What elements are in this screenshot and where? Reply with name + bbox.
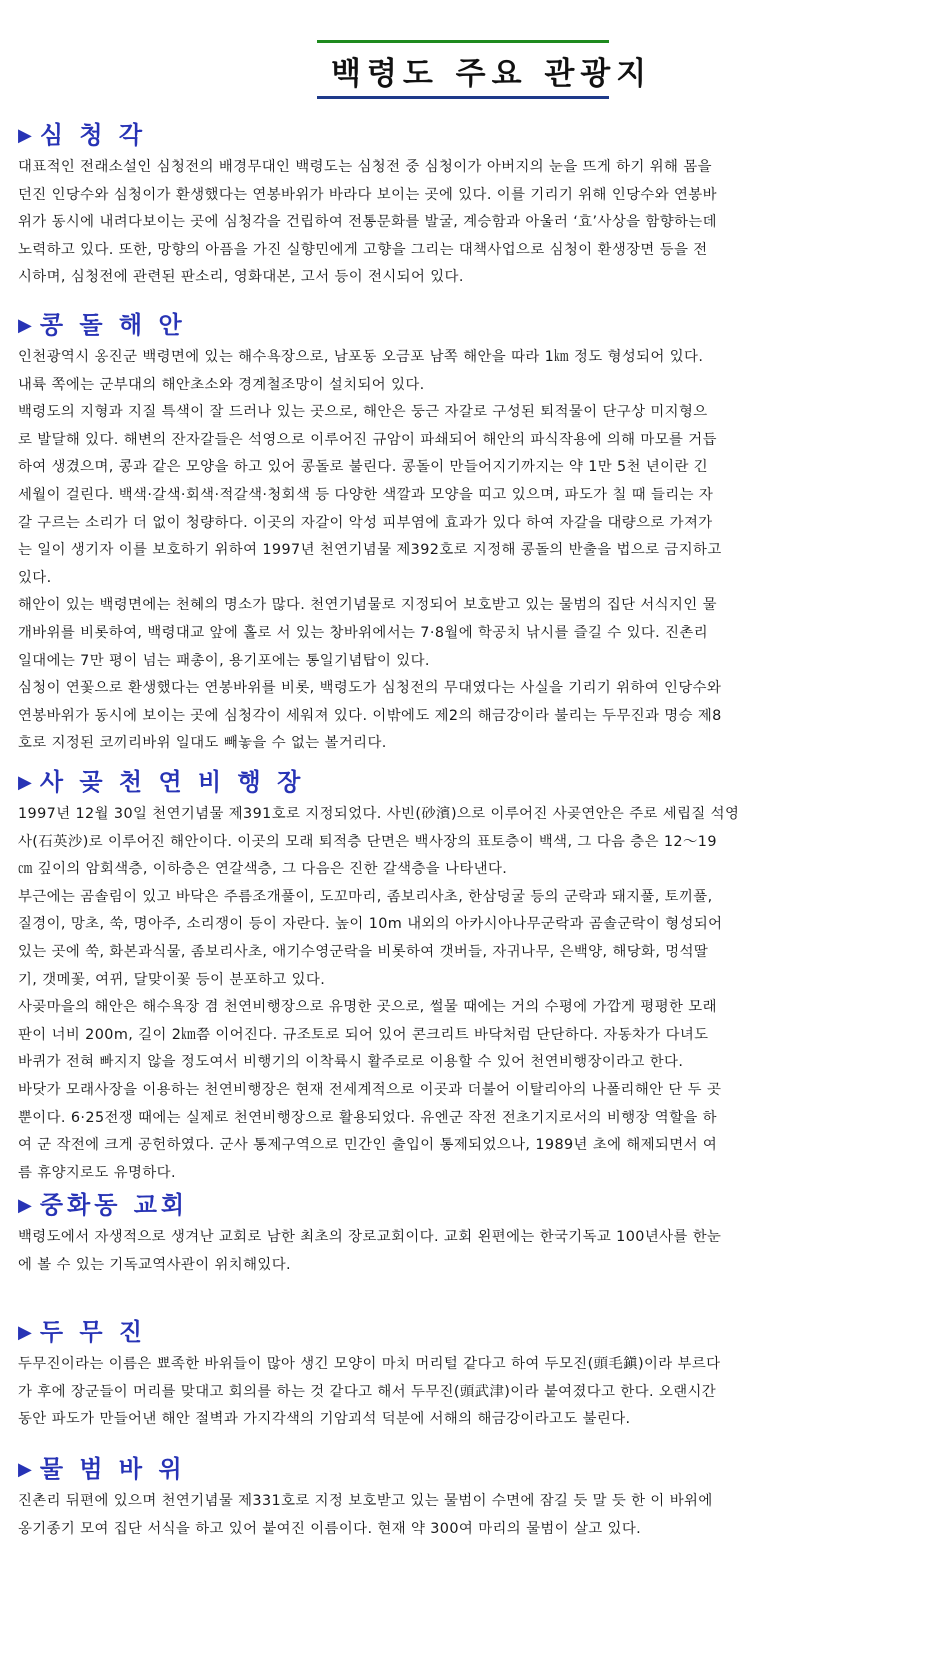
section-kongdol-beach [18, 308, 906, 758]
body-line: 백령도에서 자생적으로 생겨난 교회로 남한 최초의 장로교회이다. 교회 왼편에는 한국기독교 100년사를 한눈 [18, 1229, 722, 1245]
body-line: 갈 구르는 소리가 더 없이 청량하다. 이곳의 자갈이 악성 피부염에 효과가 있다 하여 자갈을 대량으로 가져가 [18, 514, 713, 531]
section-sagot-airfield [18, 765, 906, 1187]
section-heading-text: 콩 돌 해 안 [39, 311, 186, 339]
body-line: 부근에는 곰솔림이 있고 바닥은 주름조개풀이, 도꼬마리, 좀보리사초, 한삼덩굴 등의 군락과 돼지풀, 토끼풀, [18, 888, 713, 905]
body-line: 여 군 작전에 크게 공헌하였다. 군사 통제구역으로 민간인 출입이 통제되었으나, 1989년 초에 해제되면서 여 [18, 1137, 718, 1154]
section-body [18, 1488, 906, 1543]
page-title: 백령도 주요 관광지 [331, 56, 653, 92]
body-line: 바닷가 모래사장을 이용하는 천연비행장은 현재 전세계적으로 이곳과 더불어 이탈리아의 나폴리해안 단 두 곳 [18, 1081, 722, 1098]
body-line: 옹기종기 모여 집단 서식을 하고 있어 붙여진 이름이다. 현재 약 300여 마리의 물범이 살고 있다. [18, 1520, 642, 1537]
section-heading [18, 765, 906, 799]
section-junghwadong-church [18, 1188, 906, 1279]
section-mulbeom-rock [18, 1452, 906, 1543]
triangle-bullet-icon: ▶ [18, 1322, 32, 1343]
body-line: 판이 너비 200m, 길이 2㎞쯤 이어진다. 규조토로 되어 있어 콘크리트 바닥처럼 단단하다. 자동차가 다녀도 [18, 1026, 709, 1043]
section-heading [18, 308, 906, 342]
section-body [18, 801, 906, 1187]
body-line: 인천광역시 옹진군 백령면에 있는 해수욕장으로, 남포동 오금포 남쪽 해안을 따라 1㎞ 정도 형성되어 있다. [18, 349, 704, 365]
body-line: 진촌리 뒤편에 있으며 천연기념물 제331호로 지정 보호받고 있는 물범이 수면에 잠길 듯 말 듯 한 이 바위에 [18, 1493, 713, 1509]
section-body [18, 1224, 906, 1279]
body-line: 뿐이다. 6·25전쟁 때에는 실제로 천연비행장으로 활용되었다. 유엔군 작전 전초기지로서의 비행장 역할을 하 [18, 1109, 717, 1126]
section-heading-text: 물 범 바 위 [39, 1455, 186, 1483]
body-line: 1997년 12월 30일 천연기념물 제391호로 지정되었다. 사빈(砂濱)으로 이루어진 사곶연안은 주로 세립질 석영 [18, 806, 740, 822]
section-heading-text: 사 곶 천 연 비 행 장 [39, 768, 305, 796]
section-heading-text: 심 청 각 [39, 121, 147, 149]
body-line: 일대에는 7만 평이 넘는 패총이, 용기포에는 통일기념탑이 있다. [18, 652, 430, 669]
body-line: 던진 인당수와 심청이가 환생했다는 연봉바위가 바라다 보이는 곳에 있다. 이를 기리기 위해 인당수와 연봉바 [18, 186, 717, 203]
section-simcheonggak [18, 118, 906, 292]
body-line: 대표적인 전래소설인 심청전의 배경무대인 백령도는 심청전 중 심청이가 아버지의 눈을 뜨게 하기 위해 몸을 [18, 159, 712, 175]
body-line: 로 발달해 있다. 해변의 잔자갈들은 석영으로 이루어진 규암이 파쇄되어 해안의 파식작용에 의해 마모를 거듭 [18, 431, 717, 448]
triangle-bullet-icon: ▶ [18, 315, 32, 336]
body-line: 내륙 쪽에는 군부대의 해안초소와 경계철조망이 설치되어 있다. [18, 376, 425, 393]
body-line: 가 후에 장군들이 머리를 맞대고 회의를 하는 것 같다고 해서 두무진(頭武津)이라 붙여졌다고 한다. 오랜시간 [18, 1383, 717, 1400]
body-line: 세월이 걸린다. 백색·갈색·회색·적갈색·청회색 등 다양한 색깔과 모양을 띠고 있으며, 파도가 칠 때 들리는 자 [18, 486, 714, 503]
title-box [317, 40, 653, 99]
title-banner [0, 40, 926, 99]
section-heading [18, 1452, 906, 1486]
body-line: 름 휴양지로도 유명하다. [18, 1164, 176, 1181]
body-line: 바퀴가 전혀 빠지지 않을 정도여서 비행기의 이착륙시 활주로로 이용할 수 있어 천연비행장이라고 한다. [18, 1054, 684, 1071]
section-heading [18, 118, 906, 152]
triangle-bullet-icon: ▶ [18, 1195, 32, 1216]
body-line: 사(石英沙)로 이루어진 해안이다. 이곳의 모래 퇴적층 단면은 백사장의 표토층이 백색, 그 다음 층은 12～19 [18, 833, 717, 850]
body-line: 연봉바위가 동시에 보이는 곳에 심청각이 세워져 있다. 이밖에도 제2의 해금강이라 불리는 두무진과 명승 제8 [18, 707, 722, 724]
body-line: 위가 동시에 내려다보이는 곳에 심청각을 건립하여 전통문화를 발굴, 계승함과 아울러 ‘효’사상을 함향하는데 [18, 214, 717, 231]
body-line: 에 볼 수 있는 기독교역사관이 위치해있다. [18, 1256, 291, 1273]
section-body [18, 1351, 906, 1434]
body-line: 사곶마을의 해안은 해수욕장 겸 천연비행장으로 유명한 곳으로, 썰물 때에는 거의 수평에 가깝게 평평한 모래 [18, 999, 717, 1016]
body-line: 질경이, 망초, 쑥, 명아주, 소리쟁이 등이 자란다. 높이 10m 내외의 아카시아나무군락과 곰솔군락이 형성되어 [18, 916, 723, 933]
body-line: 는 일이 생기자 이를 보호하기 위하여 1997년 천연기념물 제392호로 지정해 콩돌의 반출을 법으로 금지하고 [18, 542, 722, 559]
body-line: 하여 생겼으며, 콩과 같은 모양을 하고 있어 콩돌로 불린다. 콩돌이 만들어지기까지는 약 1만 5천 년이란 긴 [18, 459, 709, 476]
section-heading [18, 1188, 906, 1222]
body-line: 있다. [18, 569, 52, 586]
triangle-bullet-icon: ▶ [18, 1459, 32, 1480]
triangle-bullet-icon: ▶ [18, 125, 32, 146]
body-line: 해안이 있는 백령면에는 천혜의 명소가 많다. 천연기념물로 지정되어 보호받고 있는 물범의 집단 서식지인 물 [18, 597, 717, 614]
body-line: 백령도의 지형과 지질 특색이 잘 드러나 있는 곳으로, 해안은 둥근 자갈로 구성된 퇴적물이 단구상 미지형으 [18, 404, 708, 421]
body-line: 호로 지정된 코끼리바위 일대도 빼놓을 수 없는 볼거리다. [18, 735, 387, 752]
section-body [18, 154, 906, 292]
section-heading-text: 중화동 교회 [39, 1191, 189, 1219]
body-line: 두무진이라는 이름은 뾰족한 바위들이 많아 생긴 모양이 마치 머리털 같다고 하여 두모진(頭毛鎭)이라 부르다 [18, 1356, 721, 1372]
body-line: 동안 파도가 만들어낸 해안 절벽과 가지각색의 기암괴석 덕분에 서해의 해금강이라고도 불린다. [18, 1411, 631, 1428]
section-heading-text: 두 무 진 [39, 1318, 147, 1346]
body-line: 심청이 연꽃으로 환생했다는 연봉바위를 비롯, 백령도가 심청전의 무대였다는 사실을 기리기 위하여 인당수와 [18, 680, 722, 697]
triangle-bullet-icon: ▶ [18, 772, 32, 793]
body-line: 시하며, 심청전에 관련된 판소리, 영화대본, 고서 등이 전시되어 있다. [18, 269, 464, 286]
body-line: ㎝ 깊이의 암회색층, 이하층은 연갈색층, 그 다음은 진한 갈색층을 나타낸다. [18, 861, 508, 878]
section-body [18, 344, 906, 758]
body-line: 노력하고 있다. 또한, 망향의 아픔을 가진 실향민에게 고향을 그리는 대책사업으로 심청이 환생장면 등을 전 [18, 241, 708, 258]
body-line: 있는 곳에 쑥, 화본과식물, 좀보리사초, 애기수영군락을 비롯하여 갯버들, 자귀나무, 은백양, 해당화, 멍석딸 [18, 943, 709, 960]
section-heading [18, 1315, 906, 1349]
body-line: 개바위를 비롯하여, 백령대교 앞에 홀로 서 있는 창바위에서는 7·8월에 학공치 낚시를 즐길 수 있다. 진촌리 [18, 624, 709, 641]
section-dumujin [18, 1315, 906, 1434]
body-line: 기, 갯메꽃, 여뀌, 달맞이꽃 등이 분포하고 있다. [18, 971, 326, 988]
